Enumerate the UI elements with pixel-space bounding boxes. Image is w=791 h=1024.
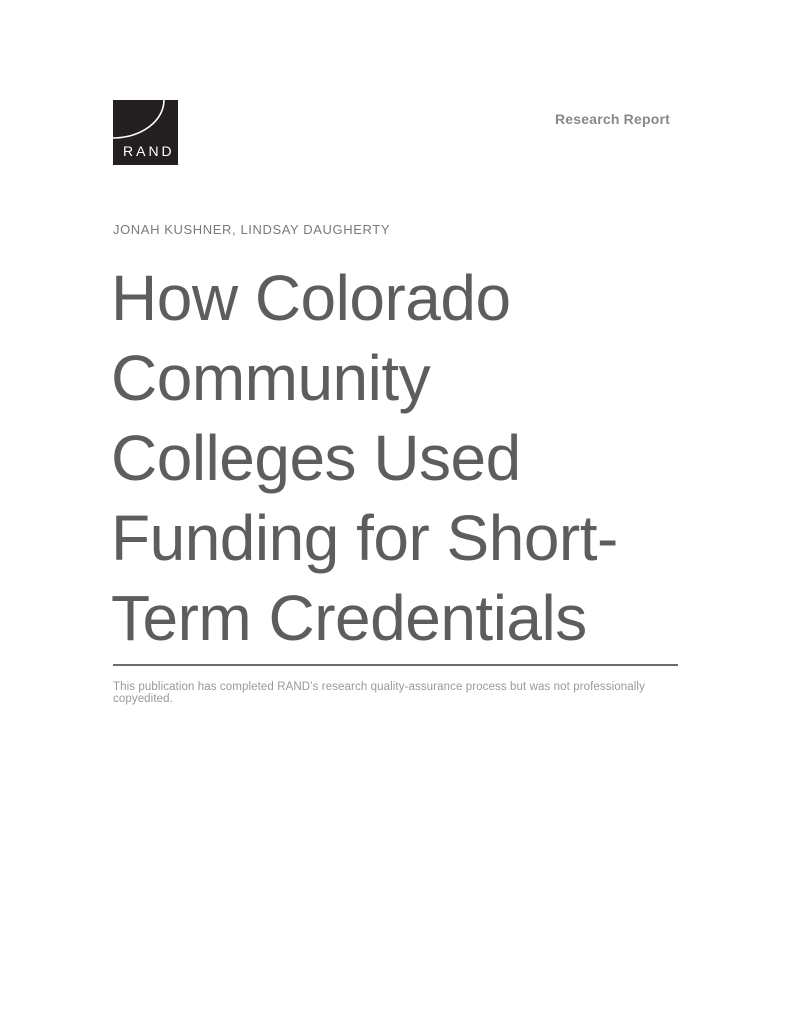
report-type-label: Research Report — [554, 111, 670, 127]
title-line-5: Term Credentials — [111, 582, 587, 654]
title-line-4: Funding for Short- — [111, 502, 618, 574]
title-line-2: Community — [111, 342, 431, 414]
authors-line: JONAH KUSHNER, LINDSAY DAUGHERTY — [113, 222, 391, 237]
page-title — [111, 258, 618, 658]
rand-logo — [113, 100, 178, 165]
quality-assurance-footnote: This publication has completed RAND’s research quality-assurance process but was not professionally copyedited. — [113, 681, 645, 705]
rand-logo-wordmark: RAND — [123, 143, 175, 159]
title-line-1: How Colorado — [111, 262, 511, 334]
title-line-3: Colleges Used — [111, 422, 521, 494]
title-divider-rule — [113, 664, 678, 666]
